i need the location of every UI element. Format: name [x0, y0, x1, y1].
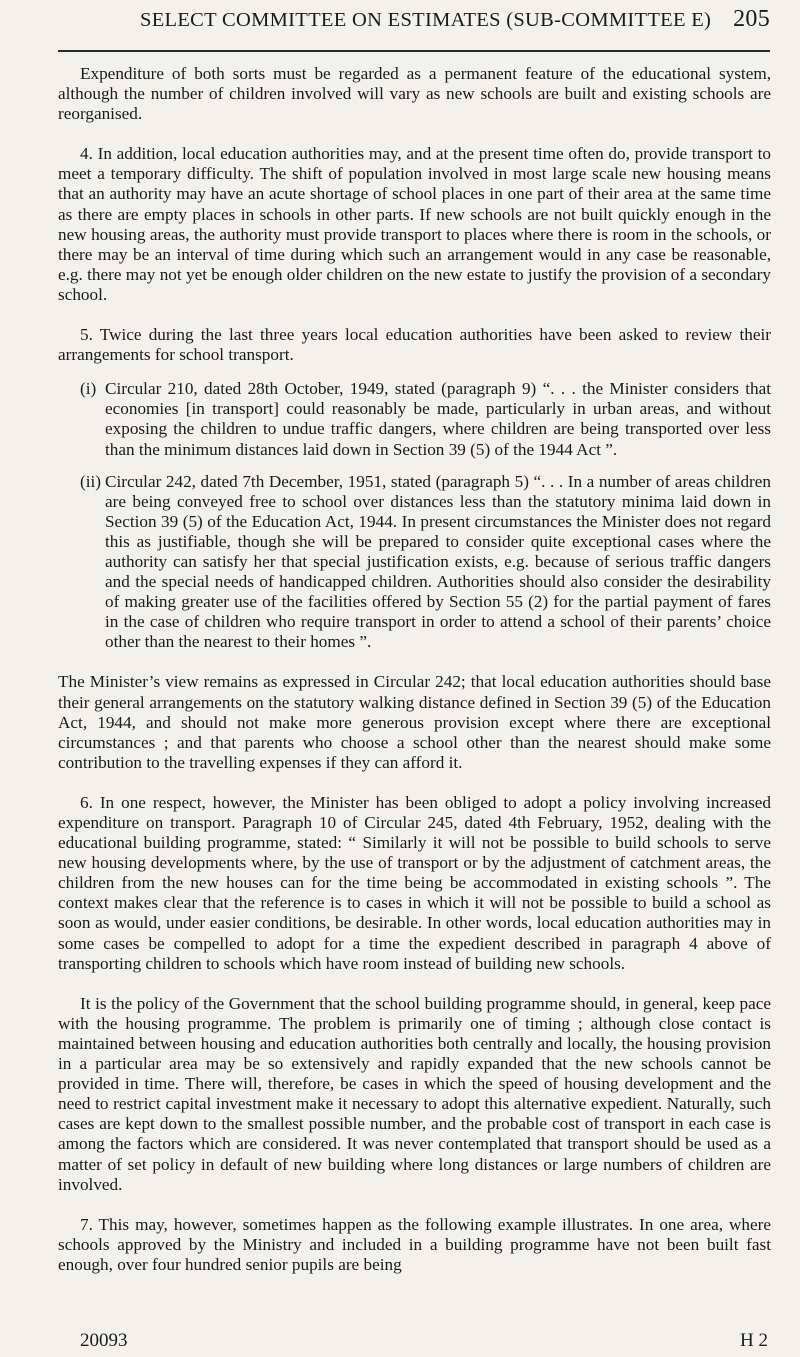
footer-signature-mark: H 2 [740, 1330, 768, 1351]
header-title: SELECT COMMITTEE ON ESTIMATES (SUB-COMMITTEE E) [140, 9, 712, 31]
item-i-number: (i) [80, 379, 97, 399]
body-text [58, 64, 771, 1275]
item-ii-text: Circular 242, dated 7th December, 1951, stated (paragraph 5) “. . . In a number of areas children are being conveyed free to school over distances less than the statutory minima laid down in Section 39 (5) of the Education Act, 1944. In present circumstances the Minister does not regard this as justifiable, though she will be prepared to consider quite exceptional cases where the authority can satisfy her that special justification exists, e.g. because of serious traffic dangers and the special needs of handicapped children. Authorities should also consider the desirability of making greater use of the facilities offered by Section 55 (2) for the partial payment of fares in the case of children who require transport in order to attend a school of their parents’ choice other than the nearest to their homes ”. [105, 471, 771, 652]
footer-print-code: 20093 [80, 1330, 128, 1351]
paragraph-5-item-ii [58, 472, 771, 653]
page-footer [58, 1330, 768, 1354]
paragraph-7: 7. This may, however, sometimes happen as the following example illustrates. In one area, where schools approved by the Ministry and included in a building programme have not been built fast enough, over four hundred senior pupils are being [58, 1214, 771, 1274]
paragraph-5-conclusion: The Minister’s view remains as expressed in Circular 242; that local education authorities should base their general arrangements on the statutory walking distance defined in Section 39 (5) of the Education Act, 1944, and should not make more generous provision except where there are exceptional circumstances ; and that parents who choose a school other than the nearest should make some contribution to the travelling expenses if they can afford it. [58, 672, 771, 772]
header-rule [58, 50, 770, 52]
paragraph-6-continued: It is the policy of the Government that the school building programme should, in general, keep pace with the housing programme. The problem is primarily one of timing ; although close contact is maintained between housing and education authorities both centrally and locally, the housing provision in a particular area may be so extensively and rapidly expanded that the new schools cannot be provided in time. There will, therefore, be cases in which the speed of housing development and the need to restrict capital investment make it necessary to adopt this alternative expedient. Naturally, such cases are kept down to the smallest possible number, and the probable cost of transport in each case is among the factors which are considered. It was never contemplated that transport should be used as a matter of set policy in default of new building where long distances or large numbers of children are involved. [58, 993, 771, 1194]
item-ii-number: (ii) [80, 471, 101, 491]
page-number: 205 [733, 6, 770, 32]
running-header [140, 6, 770, 44]
paragraph-intro: Expenditure of both sorts must be regarded as a permanent feature of the educational system, although the number of children involved will vary as new schools are built and existing schools are reorganised. [58, 64, 771, 124]
paragraph-4: 4. In addition, local education authorities may, and at the present time often do, provide transport to meet a temporary difficulty. The shift of population involved in most large scale new housing means that an authority may have an acute shortage of school places in one part of their area at the same time as there are empty places in schools in other parts. If new schools are not built quickly enough in the new housing areas, the authority must provide transport to places where there is room in the schools, or there may be an interval of time during which such an arrangement would in any case be reasonable, e.g. there may not yet be enough older children on the new estate to justify the provision of a secondary school. [58, 144, 771, 304]
paragraph-5-item-i [58, 379, 771, 459]
item-i-text: Circular 210, dated 28th October, 1949, stated (paragraph 9) “. . . the Minister considers that economies [in transport] could reasonably be made, particularly in urban areas, and without exposing the children to undue traffic dangers, where children are being transported over less than the minimum distances laid down in Section 39 (5) of the 1944 Act ”. [105, 379, 771, 459]
paragraph-5: 5. Twice during the last three years local education authorities have been asked to review their arrangements for school transport. [58, 325, 771, 365]
paragraph-6: 6. In one respect, however, the Minister has been obliged to adopt a policy involving increased expenditure on transport. Paragraph 10 of Circular 245, dated 4th February, 1952, dealing with the educational building programme, stated: “ Similarly it will not be possible to build schools to serve new housing developments where, by the use of transport or by the adjustment of catchment areas, the children from the new houses can for the time being be accommodated in existing schools ”. The context makes clear that the reference is to cases in which it will not be possible to build a school as soon as would, under easier conditions, be desirable. In other words, local education authorities may in some cases be compelled to adopt for a time the expedient described in paragraph 4 above of transporting children to schools which have room instead of building new schools. [58, 792, 771, 973]
